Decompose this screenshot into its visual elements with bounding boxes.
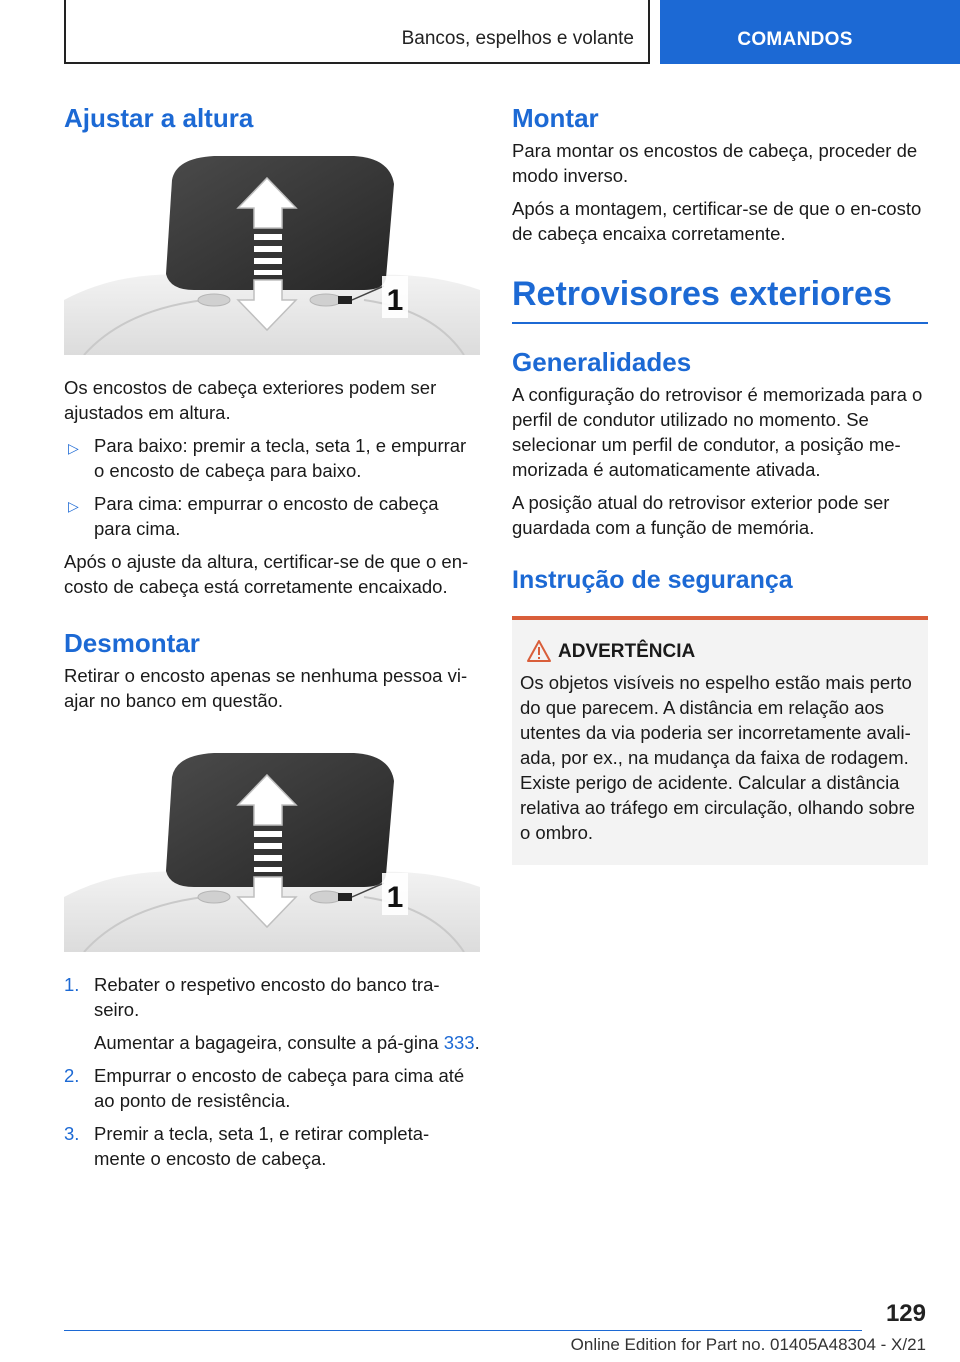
figure-callout-1: 1	[386, 284, 404, 317]
adjust-list	[64, 433, 480, 541]
step-text: Empurrar o encosto de cabeça para cima até ao ponto de resistência.	[94, 1065, 465, 1111]
heading-mount: Montar	[512, 103, 599, 133]
warning-box	[512, 616, 928, 865]
headrest-figure-1	[64, 150, 480, 355]
mount-paragraph-1: Para montar os encostos de cabeça, proceder de modo inverso.	[512, 140, 918, 186]
page-number: 129	[885, 1300, 926, 1327]
header-section-title: Bancos, espelhos e volante	[401, 28, 634, 49]
remove-steps	[64, 972, 480, 1171]
adjust-outro: Após o ajuste da altura, certificar-se de que o en‐costo de cabeça está corretamente encaixado.	[64, 551, 469, 597]
header-section-box	[64, 0, 650, 64]
step-number: 3.	[64, 1123, 80, 1144]
list-item	[64, 1063, 480, 1113]
heading-safety: Instrução de segurança	[512, 566, 793, 594]
remove-intro: Retirar o encosto apenas se nenhuma pessoa vi‐ajar no banco em questão.	[64, 665, 468, 711]
headrest-figure-2	[64, 747, 480, 952]
warning-text: Os objetos visíveis no espelho estão mais perto do que parecem. A distância em relação aos utentes da via poderia ser incorretamente avali‐ada, por ex., na mudança da faixa de rodagem. Existe perigo de acidente. Calcular a distância relativa ao tráfego em circulação, olhando sobre o ombro.	[520, 672, 915, 843]
triangle-bullet-icon: ▷	[68, 498, 79, 514]
step-number: 2.	[64, 1065, 80, 1086]
list-item	[64, 972, 480, 1055]
header-chapter-title: COMANDOS	[737, 29, 853, 50]
figure-callout-1: 1	[386, 881, 404, 914]
right-column	[512, 100, 928, 865]
mount-paragraph-2: Após a montagem, certificar-se de que o en‐costo de cabeça encaixa corretamente.	[512, 198, 922, 244]
headrest-illustration	[64, 747, 480, 952]
footer-edition: Online Edition for Part no. 01405A48304 - X/21	[570, 1335, 926, 1354]
headrest-illustration	[64, 150, 480, 355]
heading-general: Generalidades	[512, 347, 692, 377]
step-subtext: Aumentar a bagageira, consulte a pá‐gina 333.	[94, 1032, 480, 1053]
footer-divider	[64, 1330, 862, 1331]
general-paragraph-1: A configuração do retrovisor é memorizada para o perfil de condutor utilizado no momento. Se selecionar um perfil de condutor, a posição me‐morizada é automaticamente ativada.	[512, 384, 923, 480]
header-chapter-tab[interactable]	[660, 0, 960, 64]
list-item: ▷ Para baixo: premir a tecla, seta 1, e empurrar o encosto de cabeça para baixo.	[68, 435, 467, 481]
page-reference-link[interactable]: 333	[443, 1032, 475, 1053]
triangle-bullet-icon: ▷	[68, 440, 79, 456]
step-number: 1.	[64, 974, 80, 995]
left-column	[64, 100, 480, 1179]
step-text: Premir a tecla, seta 1, e retirar completa‐mente o encosto de cabeça.	[94, 1123, 430, 1169]
list-item	[64, 1121, 480, 1171]
list-item: ▷ Para cima: empurrar o encosto de cabeça para cima.	[68, 493, 439, 539]
heading-exterior-mirrors: Retrovisores exteriores	[512, 272, 928, 324]
heading-adjust-height: Ajustar a altura	[64, 103, 254, 133]
warning-triangle-icon	[526, 639, 552, 663]
step-text: Rebater o respetivo encosto do banco tra‐seiro.	[94, 974, 440, 1020]
general-paragraph-2: A posição atual do retrovisor exterior pode ser guardada com a função de memória.	[512, 492, 890, 538]
adjust-intro: Os encostos de cabeça exteriores podem ser ajustados em altura.	[64, 377, 437, 423]
warning-title: ADVERTÊNCIA	[520, 638, 920, 666]
heading-remove: Desmontar	[64, 628, 200, 658]
